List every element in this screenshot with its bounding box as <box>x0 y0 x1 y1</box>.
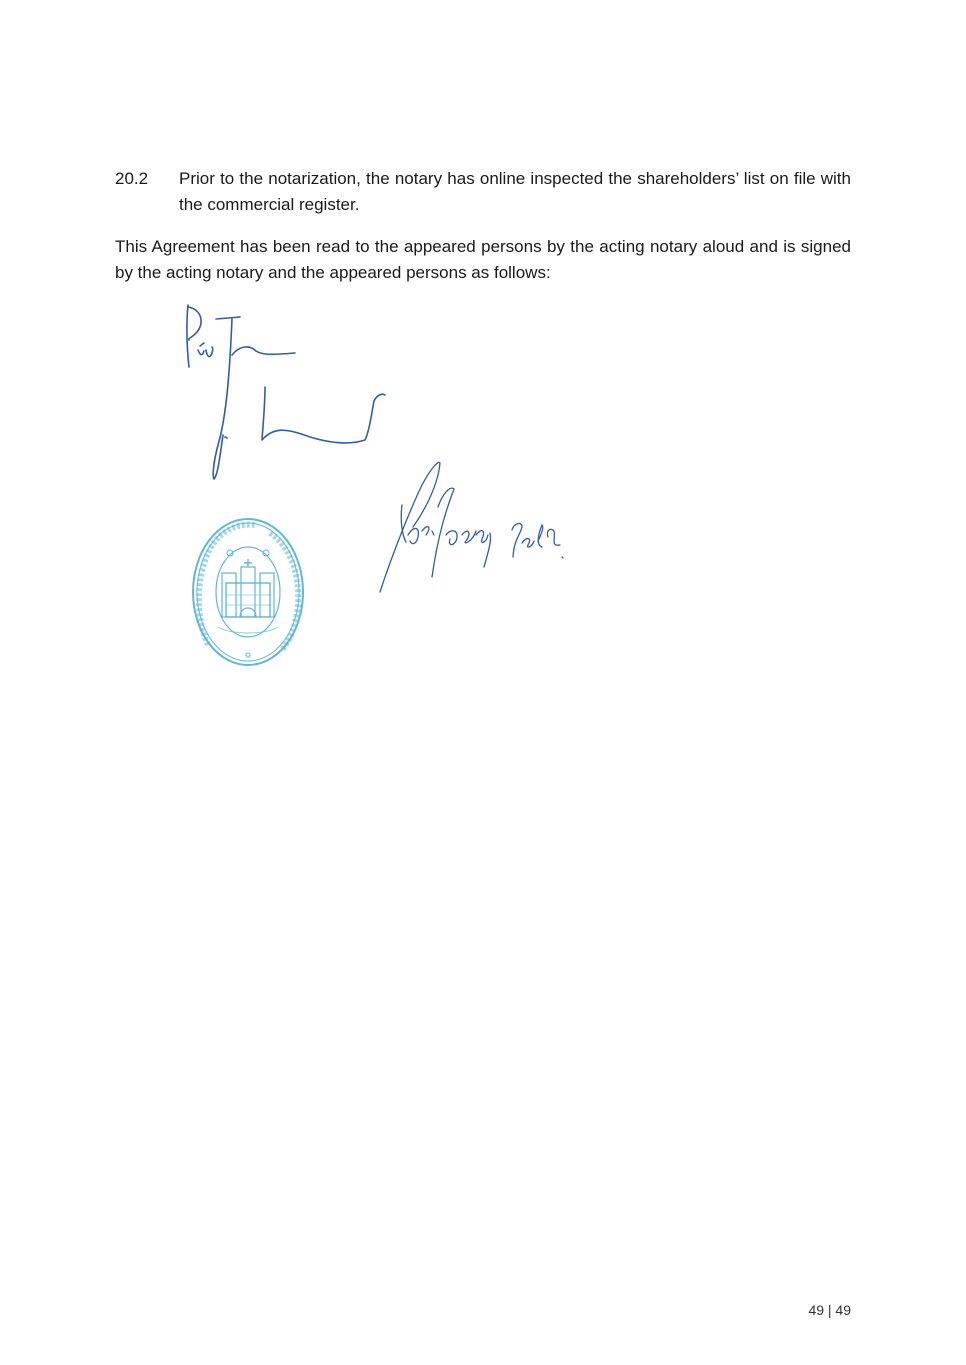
clause-text: Prior to the notarization, the notary has online inspected the shareholders’ list on file with the commercial register. <box>179 169 851 214</box>
signature-party <box>187 305 385 479</box>
signature-area <box>170 295 610 675</box>
clause-20-2 <box>115 166 851 218</box>
signature-notary <box>380 462 563 592</box>
page-number: 49 | 49 <box>808 1302 851 1318</box>
closing-paragraph: This Agreement has been read to the appeared persons by the acting notary aloud and is signed by the acting notary and the appeared persons as follows: <box>115 237 851 282</box>
signatures-and-seal <box>170 295 610 675</box>
clause-number: 20.2 <box>115 169 149 188</box>
notary-seal <box>193 519 303 665</box>
